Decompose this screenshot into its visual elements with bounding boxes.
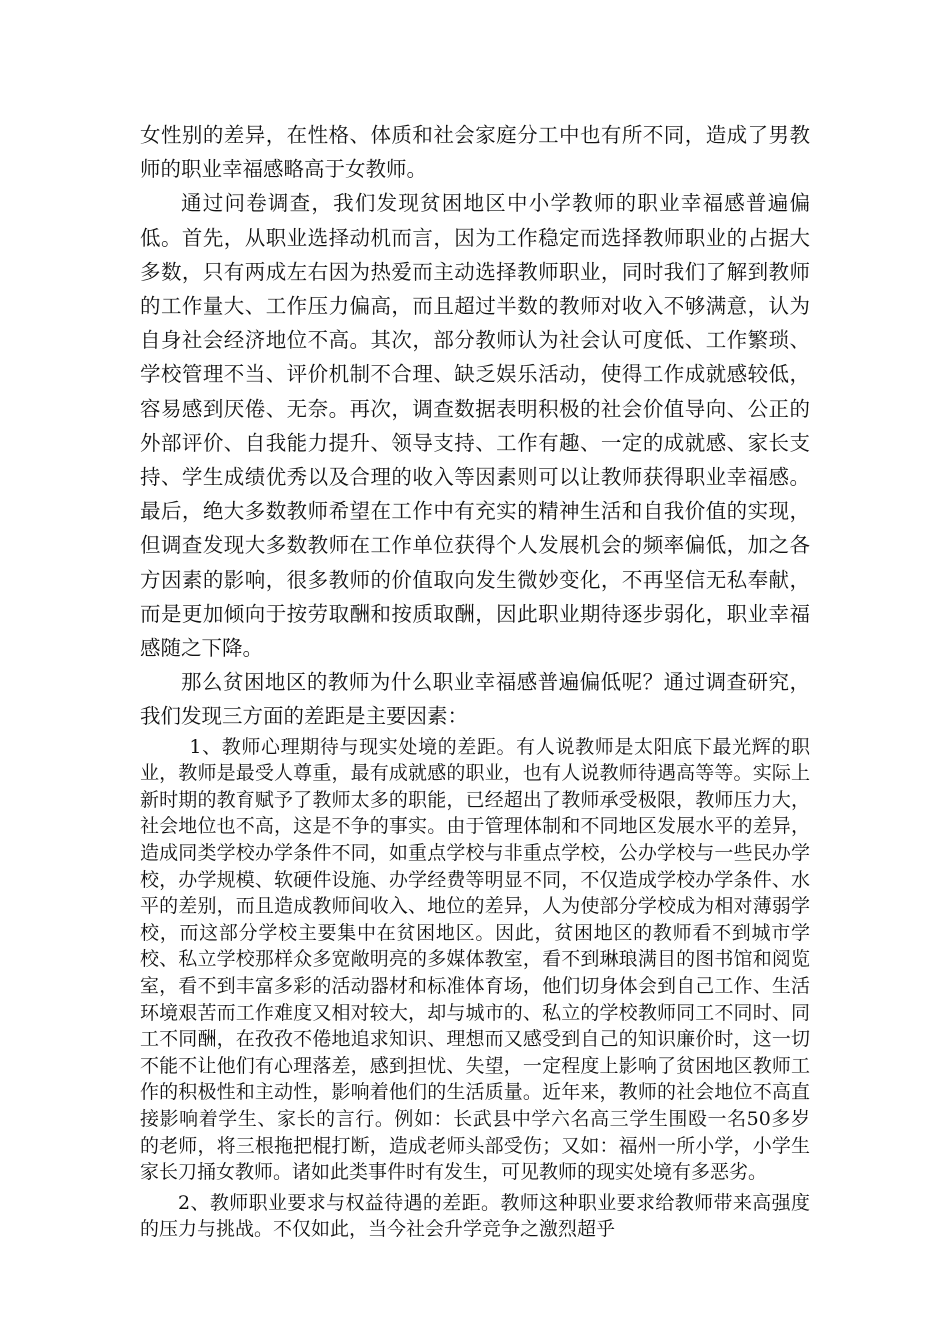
paragraph-reason-1: 1、教师心理期待与现实处境的差距。有人说教师是太阳底下最光辉的职业，教师是最受人尊重，最有成就感的职业，也有人说教师待遇高等等。实际上新时期的教育赋予了教师太多的职能，已经超出了教师承受极限，教师压力大，社会地位也不高，这是不争的事实。由于管理体制和不同地区发展水平的差异，造成同类学校办学条件不同，如重点学校与非重点学校，公办学校与一些民办学校，办学规模、软硬件设施、办学经费等明显不同，不仅造成学校办学条件、水平的差别，而且造成教师间收入、地位的差异，人为使部分学校成为相对薄弱学校，而这部分学校主要集中在贫困地区。因此，贫困地区的教师看不到城市学校、私立学校那样众多宽敞明亮的多媒体教室，看不到琳琅满目的图书馆和阅览室，看不到丰富多彩的活动器材和标准体育场，他们切身体会到自己工作、生活环境艰苦而工作难度又相对较大，却与城市的、私立的学校教师同工不同时、同工不同酬，在孜孜不倦地追求知识、理想而又感受到自己的知识廉价时，这一切不能不让他们有心理落差，感到担忧、失望，一定程度上影响了贫困地区教师工作的积极性和主动性，影响着他们的生活质量。近年来，教师的社会地位不高直接影响着学生、家长的言行。例如：长武县中学六名高三学生围殴一名50多岁的老师，将三根拖把棍打断，造成老师头部受伤；又如：福州一所小学，小学生家长刀捅女教师。诸如此类事件时有发生，可见教师的现实处境有多恶劣。: [140, 735, 810, 1184]
paragraph-reason-2: 2、教师职业要求与权益待遇的差距。教师这种职业要求给教师带来高强度的压力与挑战。不仅如此，当今社会升学竞争之激烈超乎: [140, 1191, 810, 1241]
paragraph-continuation: 女性别的差异，在性格、体质和社会家庭分工中也有所不同，造成了男教师的职业幸福感略高于女教师。: [140, 123, 810, 182]
paragraph-question: 那么贫困地区的教师为什么职业幸福感普遍偏低呢？通过调查研究，我们发现三方面的差距是主要因素：: [140, 670, 810, 729]
paragraph-survey-findings: 通过问卷调查，我们发现贫困地区中小学教师的职业幸福感普遍偏低。首先，从职业选择动机而言，因为工作稳定而选择教师职业的占据大多数，只有两成左右因为热爱而主动选择教师职业，同时我们了解到教师的工作量大、工作压力偏高，而且超过半数的教师对收入不够满意，认为自身社会经济地位不高。其次，部分教师认为社会认可度低、工作繁琐、学校管理不当、评价机制不合理、缺乏娱乐活动，使得工作成就感较低，容易感到厌倦、无奈。再次，调查数据表明积极的社会价值导向、公正的外部评价、自我能力提升、领导支持、工作有趣、一定的成就感、家长支持、学生成绩优秀以及合理的收入等因素则可以让教师获得职业幸福感。最后，绝大多数教师希望在工作中有充实的精神生活和自我价值的实现，但调查发现大多数教师在工作单位获得个人发展机会的频率偏低，加之各方因素的影响，很多教师的价值取向发生微妙变化，不再坚信无私奉献，而是更加倾向于按劳取酬和按质取酬，因此职业期待逐步弱化，职业幸福感随之下降。: [140, 191, 810, 661]
document-page: [140, 118, 810, 1243]
